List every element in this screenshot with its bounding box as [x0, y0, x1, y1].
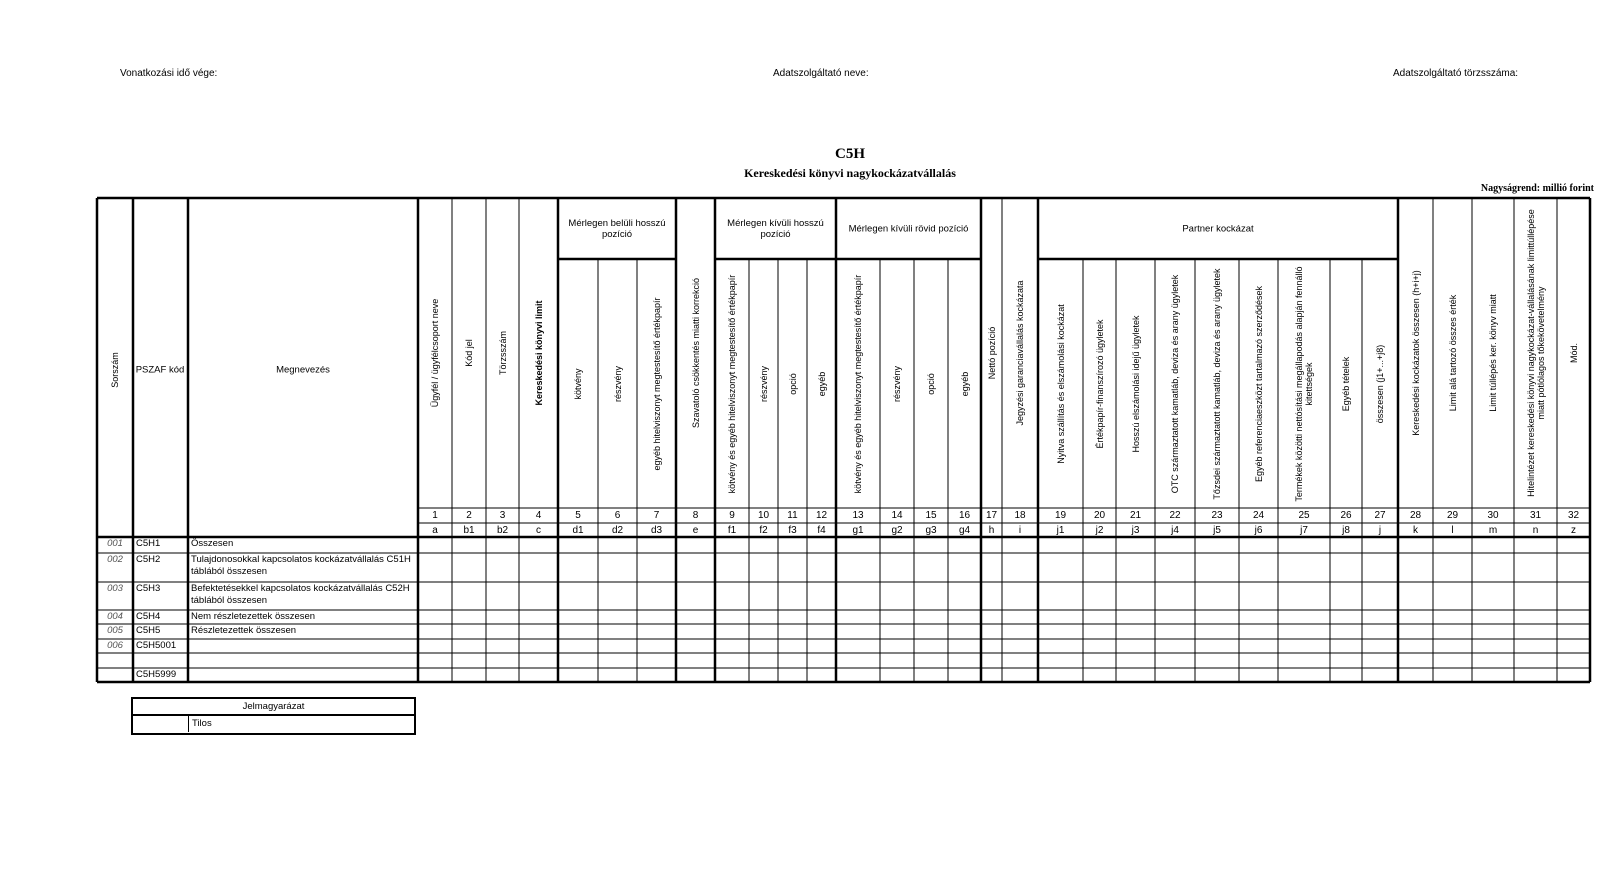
- column-code: d2: [611, 525, 624, 536]
- row-code: C5H4: [136, 611, 161, 622]
- row-code: C5H5999: [136, 669, 177, 680]
- column-number: 24: [1252, 510, 1265, 521]
- form-code-title: C5H: [835, 146, 865, 162]
- row-code: C5H1: [136, 538, 161, 549]
- column-number: 14: [891, 510, 903, 521]
- row-number: 006: [107, 640, 123, 651]
- column-number: 1: [432, 510, 438, 521]
- row-code: C5H3: [136, 583, 161, 594]
- legend-item: Tilos: [192, 718, 212, 729]
- column-header: Hitelintézet kereskedési könyvi nagykockázat-vállalásának limittúllépése miatt pótlólagos tőkekövetelmény: [1525, 209, 1546, 497]
- column-code: d3: [650, 525, 663, 536]
- column-code: j4: [1171, 525, 1179, 536]
- group-header-merlegen_kivuli_hosszu: Mérlegen kívüli hosszú pozíció: [727, 217, 824, 240]
- column-code: z: [1571, 525, 1576, 536]
- column-header: egyéb: [959, 371, 970, 396]
- column-number: 8: [692, 510, 699, 521]
- group-header-partner: Partner kockázat: [1182, 223, 1254, 234]
- row-name: Befektetésekkel kapcsolatos kockázatvállalás C52H táblából összesen: [191, 583, 410, 606]
- column-number: 20: [1093, 510, 1106, 521]
- column-number: 5: [575, 510, 581, 521]
- row-code: C5H5: [136, 625, 161, 636]
- column-code: j3: [1131, 525, 1140, 536]
- row-code: C5H2: [136, 554, 161, 565]
- column-code: j8: [1342, 525, 1350, 536]
- column-code: a: [432, 525, 438, 536]
- column-number: 18: [1014, 510, 1026, 521]
- group-header-merlegen_kivuli_rovid: Mérlegen kívüli rövid pozíció: [848, 223, 969, 234]
- column-header: kötvény és egyéb hitelviszonyt megtestesítő értékpapír: [853, 274, 863, 493]
- legend-swatch: [133, 716, 189, 732]
- column-header: Egyéb tételek: [1341, 356, 1351, 411]
- column-code: i: [1018, 525, 1022, 536]
- column-number: 32: [1567, 510, 1580, 521]
- column-code: n: [1532, 525, 1539, 536]
- column-number: 30: [1487, 510, 1499, 521]
- unit-label: Nagyságrend: millió forint: [1480, 183, 1594, 194]
- column-number: 22: [1169, 510, 1181, 521]
- column-code: b2: [496, 525, 509, 536]
- column-code: k: [1413, 525, 1418, 536]
- column-header: Hosszú elszámolási idejű ügyletek: [1130, 314, 1141, 453]
- column-number: 19: [1054, 510, 1067, 521]
- column-number: 17: [985, 510, 998, 521]
- column-code: j2: [1095, 525, 1104, 536]
- column-code: b1: [463, 525, 475, 536]
- column-header: opció: [787, 372, 798, 395]
- column-code: j6: [1254, 525, 1263, 536]
- column-number: 27: [1374, 510, 1386, 521]
- column-number: 28: [1409, 510, 1422, 521]
- column-number: 2: [466, 510, 472, 521]
- column-header: Ügyfél / ügyfélcsoport neve: [430, 298, 440, 408]
- column-code: f3: [788, 525, 797, 536]
- column-header: Termékek közötti nettósítási megállapodás alapján fennálló kitettségek: [1294, 265, 1314, 502]
- row-number: 005: [107, 625, 123, 636]
- row-name: Tulajdonosokkal kapcsolatos kockázatvállalás C51H táblából összesen: [191, 554, 411, 577]
- column-code: m: [1488, 525, 1498, 536]
- column-code: g4: [958, 525, 971, 536]
- sorszam-header: Sorszám: [110, 352, 120, 388]
- column-number: 4: [535, 510, 542, 521]
- column-number: 25: [1298, 510, 1310, 521]
- column-header: részvény: [612, 365, 623, 402]
- provider-id-label: Adatszolgáltató törzsszáma:: [1393, 68, 1519, 79]
- column-code: g2: [891, 525, 903, 536]
- column-header: Nyitva szállítás és elszámolási kockázat: [1055, 303, 1066, 464]
- column-header: opció: [926, 372, 936, 395]
- column-header: Nettó pozíció: [986, 326, 997, 380]
- column-number: 15: [925, 510, 937, 521]
- row-name: Nem részletezettek összesen: [191, 611, 316, 622]
- column-code: g3: [925, 525, 937, 536]
- column-number: 3: [499, 510, 506, 521]
- column-code: l: [1451, 525, 1454, 536]
- column-code: j7: [1300, 525, 1308, 536]
- column-header: Kereskedési kockázatok összesen (h+i+j): [1410, 270, 1421, 436]
- row-name: Részletezettek összesen: [191, 625, 297, 636]
- row-code: C5H5001: [136, 640, 177, 651]
- column-code: d1: [572, 525, 584, 536]
- column-number: 9: [729, 510, 735, 521]
- column-number: 6: [614, 510, 621, 521]
- column-header: összesen (j1+...+j8): [1375, 344, 1385, 423]
- column-number: 23: [1211, 510, 1223, 521]
- column-header: Tőzsdei származtatott kamatláb, deviza és arany ügyletek: [1212, 267, 1222, 500]
- column-code: g1: [852, 525, 864, 536]
- column-number: 26: [1340, 510, 1352, 521]
- column-number: 12: [815, 510, 828, 521]
- column-code: e: [692, 525, 699, 536]
- column-header: egyéb hitelviszonyt megtestesítő értékpapír: [651, 296, 662, 471]
- legend: [131, 697, 416, 735]
- provider-name-label: Adatszolgáltató neve:: [773, 68, 869, 79]
- column-header: részvény: [758, 365, 769, 402]
- column-code: j: [1378, 525, 1382, 536]
- column-code: f4: [817, 525, 826, 536]
- group-header-merlegen_beluli_hosszu: Mérlegen belüli hosszú pozíció: [568, 217, 666, 240]
- column-number: 29: [1446, 510, 1459, 521]
- column-code: j1: [1056, 525, 1065, 536]
- column-number: 31: [1529, 510, 1542, 521]
- column-header: Értékpapír-finanszírozó ügyletek: [1094, 318, 1105, 449]
- column-header: részvény: [892, 365, 902, 402]
- legend-row: [133, 716, 414, 732]
- column-code: f1: [727, 525, 737, 536]
- column-code: j5: [1213, 525, 1221, 536]
- column-number: 7: [653, 510, 660, 521]
- megnevezes-header: Megnevezés: [276, 364, 330, 376]
- column-header: Limit túllépés ker. könyv miatt: [1488, 294, 1498, 412]
- column-header: Kód jel: [464, 339, 474, 367]
- column-header: Törzsszám: [497, 331, 508, 376]
- row-name: Összesen: [191, 538, 234, 549]
- row-number: 001: [107, 538, 123, 549]
- column-header: Szavatoló csökkentés miatti korrekció: [690, 277, 701, 429]
- column-number: 21: [1129, 510, 1142, 521]
- form-subtitle: Kereskedési könyvi nagykockázatvállalás: [744, 166, 956, 180]
- column-number: 11: [787, 510, 798, 521]
- row-number: 004: [107, 611, 123, 622]
- legend-title: Jelmagyarázat: [133, 699, 414, 716]
- column-header: OTC származtatott kamatláb, deviza és arany ügyletek: [1170, 274, 1180, 493]
- column-code: h: [988, 525, 995, 536]
- ref-period-label: Vonatkozási idő vége:: [120, 68, 218, 79]
- row-number: 003: [107, 583, 123, 594]
- column-header: egyéb: [816, 371, 827, 396]
- column-header: Jegyzési garanciavállalás kockázata: [1015, 280, 1025, 426]
- column-header: Limit alá tartozó összes érték: [1447, 294, 1458, 412]
- column-number: 10: [757, 510, 770, 521]
- pszaf-header: PSZAF kód: [135, 364, 185, 376]
- column-code: f2: [759, 525, 768, 536]
- column-header: Mód.: [1568, 343, 1579, 364]
- column-header: Egyéb referenciaeszközt tartalmazó szerződések: [1253, 285, 1264, 482]
- column-number: 13: [852, 510, 864, 521]
- column-code: c: [536, 525, 541, 536]
- column-number: 16: [958, 510, 971, 521]
- column-header: Kereskedési könyvi limit: [533, 300, 544, 406]
- column-header: kötvény: [573, 367, 583, 400]
- column-header: kötvény és egyéb hitelviszonyt megtestesítő értékpapír: [727, 274, 737, 493]
- row-number: 002: [107, 554, 123, 565]
